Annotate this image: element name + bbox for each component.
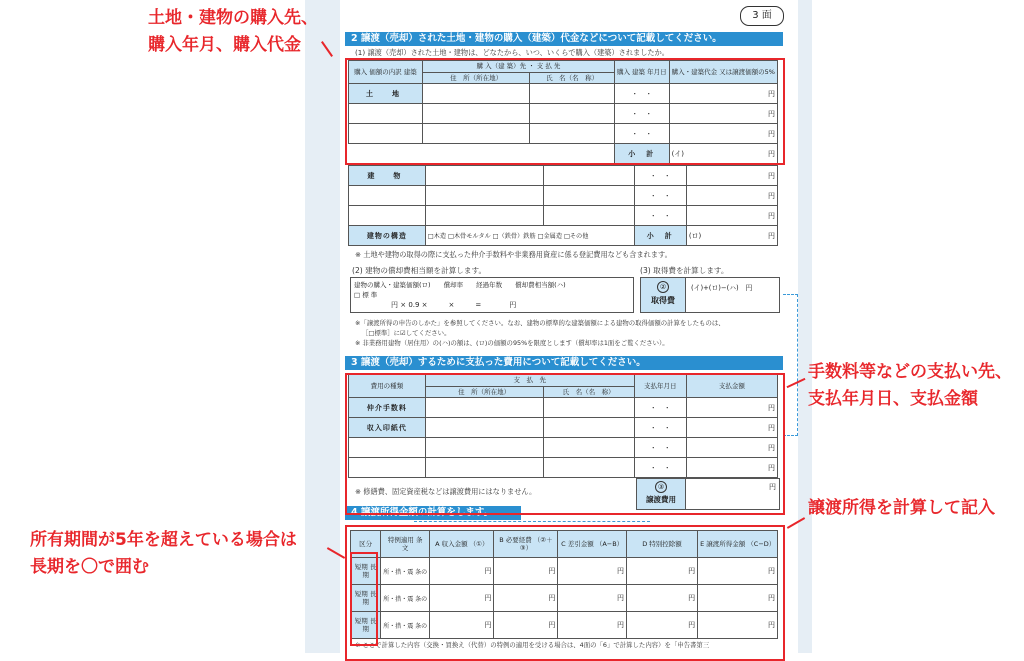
annotation-period-line2: 長期を〇で囲む: [30, 557, 149, 577]
building-subtotal-yen: 円: [768, 231, 775, 240]
transfer-expense-box: [636, 478, 780, 510]
expense-header-type: 費用の種類: [349, 375, 426, 398]
section2-title: 2 譲渡（売却）された土地・建物の購入（建築）代金などについて記載してください。: [345, 32, 783, 46]
building-row-3-price[interactable]: 円: [686, 206, 777, 226]
expense-row-4-address[interactable]: [425, 458, 543, 478]
expense-row-3-address[interactable]: [425, 438, 543, 458]
section2-sub3: (3) 取得費を計算します。: [640, 266, 729, 275]
header-seller: 購 入（建 築）先 ・ 支 払 先: [423, 61, 615, 73]
gain-row-1-a[interactable]: 円: [430, 558, 494, 585]
gain-row-1-term[interactable]: 短期 長期: [351, 558, 381, 585]
gain-row-2-e[interactable]: 円: [698, 585, 778, 612]
land-row-3-address[interactable]: [423, 124, 530, 144]
expense-row-2-type: 収入印紙代: [349, 418, 426, 438]
acquisition-number: ②: [657, 281, 669, 293]
expense-row-1-amount[interactable]: 円: [686, 398, 777, 418]
purchase-table: [348, 60, 778, 164]
section2-note4: ※ 非業務用建物（居住用）の(ハ)の額は、(ロ)の価額の95%を限度とします（償却率は1面をご覧ください）。: [355, 339, 669, 347]
section3-note: ※ 修繕費、固定資産税などは譲渡費用にはなりません。: [355, 487, 537, 496]
expense-row-3-date[interactable]: ・ ・: [634, 438, 686, 458]
depreciation-labels: 建物の購入・建築価額(ロ) 償却率 経過年数 償却費相当額(ハ): [354, 281, 566, 289]
expense-row-1-address[interactable]: [425, 398, 543, 418]
land-row-3-date[interactable]: ・ ・: [614, 124, 669, 144]
header-date: 購入 建築 年月日: [614, 61, 669, 84]
building-row-3-date[interactable]: ・ ・: [634, 206, 686, 226]
land-subtotal-yen: 円: [768, 149, 775, 158]
header-name: 氏 名（名 称）: [530, 72, 615, 84]
expense-row-4-name[interactable]: [543, 458, 634, 478]
land-name-cell[interactable]: [530, 84, 615, 104]
section3-title: 3 譲渡（売却）するために支払った費用について記載してください。: [345, 356, 783, 370]
building-date-cell[interactable]: ・ ・: [634, 166, 686, 186]
gain-row-3-term[interactable]: 短期 長期: [351, 612, 381, 639]
gain-row-3-clause[interactable]: 所・措・震 条の: [381, 612, 430, 639]
gain-row-1-clause[interactable]: 所・措・震 条の: [381, 558, 430, 585]
annotation-expense-line1: 手数料等などの支払い先、: [808, 362, 1012, 382]
depreciation-standard[interactable]: □ 標 準: [354, 291, 378, 299]
expense-header-name: 氏 名（名 称）: [543, 386, 634, 398]
building-price-cell[interactable]: 円: [686, 166, 777, 186]
section2-sub1: (1) 譲渡（売却）された土地・建物は、どなたから、いつ、いくらで購入（建築）されましたか。: [355, 48, 669, 57]
gain-table: [350, 530, 778, 639]
gain-header-b: B 必要経費 （②＋③）: [494, 531, 558, 558]
land-row-3-name[interactable]: [530, 124, 615, 144]
land-row-2-kind: [349, 104, 423, 124]
gain-row-2-clause[interactable]: 所・措・震 条の: [381, 585, 430, 612]
acquisition-label: 取得費: [651, 296, 675, 305]
building-subtotal-cell[interactable]: [686, 226, 777, 246]
gain-header-c: C 差引金額 （A−B）: [558, 531, 627, 558]
gain-row-2-a[interactable]: 円: [430, 585, 494, 612]
structure-label: 建物の構造: [349, 226, 426, 246]
expense-header-address: 住 所（所在地）: [425, 386, 543, 398]
gain-row-1-d[interactable]: 円: [626, 558, 697, 585]
transfer-expense-yen[interactable]: 円: [769, 483, 776, 491]
section2-note3: ［□標準］に☑してください。: [362, 329, 451, 337]
gain-row-1-b[interactable]: 円: [494, 558, 558, 585]
building-table: [348, 165, 778, 246]
expense-row-4-amount[interactable]: 円: [686, 458, 777, 478]
land-row-2-price[interactable]: 円: [669, 104, 777, 124]
expense-row-4-type[interactable]: [349, 458, 426, 478]
expense-row-3-amount[interactable]: 円: [686, 438, 777, 458]
gain-row-3-b[interactable]: 円: [494, 612, 558, 639]
section4-title: 4 譲渡所得金額の計算をします。: [345, 506, 521, 520]
header-price: 購入・建築代金 又は譲渡価額の5%: [669, 61, 777, 84]
subtotal-ro-mark: (ロ): [688, 231, 702, 240]
building-subtotal-label: 小 計: [634, 226, 686, 246]
land-price-cell[interactable]: 円: [669, 84, 777, 104]
acquisition-label-cell: [641, 278, 686, 312]
expense-row-4-date[interactable]: ・ ・: [634, 458, 686, 478]
gain-header-kubun: 区分: [351, 531, 381, 558]
gain-header-a: A 収入金額 （①）: [430, 531, 494, 558]
depreciation-formula[interactable]: 円 × 0.9 × × = 円: [391, 301, 517, 309]
transfer-expense-number: ③: [655, 481, 667, 493]
gain-row-1-c[interactable]: 円: [558, 558, 627, 585]
land-address-cell[interactable]: [423, 84, 530, 104]
gain-row-1-e[interactable]: 円: [698, 558, 778, 585]
land-row-3-price[interactable]: 円: [669, 124, 777, 144]
structure-options[interactable]: □木造 □木骨モルタル □（鉄骨）鉄筋 □金属造 □その他: [425, 226, 634, 246]
expense-header-payee: 支 払 先: [425, 375, 634, 387]
land-row-2-address[interactable]: [423, 104, 530, 124]
building-row-3-name[interactable]: [543, 206, 634, 226]
acquisition-cost-box: [640, 277, 780, 313]
expense-row-2-name[interactable]: [543, 418, 634, 438]
gain-row-2-c[interactable]: 円: [558, 585, 627, 612]
subtotal-i-mark: (イ): [671, 149, 685, 158]
building-row-3-kind: [349, 206, 426, 226]
gain-row-3-c[interactable]: 円: [558, 612, 627, 639]
section2-sub2: (2) 建物の償却費相当額を計算します。: [352, 266, 487, 275]
building-row-2-kind: [349, 186, 426, 206]
building-name-cell[interactable]: [543, 166, 634, 186]
sheet-right-margin: [798, 0, 812, 653]
building-row-2-name[interactable]: [543, 186, 634, 206]
header-address: 住 所（所在地）: [423, 72, 530, 84]
expense-row-1-name[interactable]: [543, 398, 634, 418]
building-row-2-price[interactable]: 円: [686, 186, 777, 206]
transfer-expense-label-cell: [637, 479, 686, 509]
gain-header-d: D 特別控除額: [626, 531, 697, 558]
section2-note1: ※ 土地や建物の取得の際に支払った仲介手数料や非業務用資産に係る登記費用なども含まれます。: [355, 250, 672, 259]
expense-row-1-type: 仲介手数料: [349, 398, 426, 418]
gain-row-2-term[interactable]: 短期 長期: [351, 585, 381, 612]
expense-row-3-type[interactable]: [349, 438, 426, 458]
annotation-period-line1: 所有期間が5年を超えている場合は: [30, 530, 297, 550]
gain-row-3-a[interactable]: 円: [430, 612, 494, 639]
land-date-cell[interactable]: ・ ・: [614, 84, 669, 104]
annotation-gain: 譲渡所得を計算して記入: [808, 498, 995, 518]
acquisition-formula[interactable]: (イ)+(ロ)−(ハ) 円: [691, 284, 753, 292]
annotation-purchase-line1: 土地・建物の購入先、: [148, 8, 318, 28]
land-row-2-name[interactable]: [530, 104, 615, 124]
expense-row-2-amount[interactable]: 円: [686, 418, 777, 438]
gain-row-3-d[interactable]: 円: [626, 612, 697, 639]
connector-line-bottom: [414, 521, 650, 522]
header-kind: 購入 価額の内訳 建築: [349, 61, 423, 84]
expense-row-2-address[interactable]: [425, 418, 543, 438]
land-label: 土 地: [349, 84, 423, 104]
building-row-3-address[interactable]: [425, 206, 543, 226]
section4-note: ※ ここで計算した内容（交換・買換え（代替）の特例の適用を受ける場合は、4面の「6」で計算した内容）を「申告書第三: [355, 641, 710, 649]
transfer-expense-label: 譲渡費用: [646, 495, 676, 504]
building-address-cell[interactable]: [425, 166, 543, 186]
sheet-left-margin: [305, 0, 340, 653]
land-subtotal-spacer: [349, 144, 615, 164]
gain-row-2-d[interactable]: 円: [626, 585, 697, 612]
building-row-2-date[interactable]: ・ ・: [634, 186, 686, 206]
annotation-purchase-line2: 購入年月、購入代金: [148, 35, 301, 55]
expense-row-2-date[interactable]: ・ ・: [634, 418, 686, 438]
gain-header-e: E 譲渡所得金額 （C−D）: [698, 531, 778, 558]
building-row-2-address[interactable]: [425, 186, 543, 206]
section2-note2: ※「譲渡所得の申告のしかた」を参照してください。なお、建物の標準的な建築価額による建物の取得価額の計算をしたものは、: [355, 319, 725, 327]
gain-header-clause: 特例適用 条 文: [381, 531, 430, 558]
depreciation-box: [350, 277, 634, 313]
expense-header-date: 支払年月日: [634, 375, 686, 398]
expense-table: [348, 374, 778, 478]
land-row-2-date[interactable]: ・ ・: [614, 104, 669, 124]
expense-row-3-name[interactable]: [543, 438, 634, 458]
gain-row-3-e[interactable]: 円: [698, 612, 778, 639]
land-subtotal-cell[interactable]: [669, 144, 777, 164]
expense-row-1-date[interactable]: ・ ・: [634, 398, 686, 418]
building-label: 建 物: [349, 166, 426, 186]
land-row-3-kind: [349, 124, 423, 144]
annotation-expense-line2: 支払年月日、支払金額: [808, 389, 978, 409]
land-subtotal-label: 小 計: [614, 144, 669, 164]
gain-row-2-b[interactable]: 円: [494, 585, 558, 612]
expense-header-amount: 支払金額: [686, 375, 777, 398]
page-number: 3 面: [740, 6, 784, 26]
connector-line-right: [783, 294, 798, 436]
